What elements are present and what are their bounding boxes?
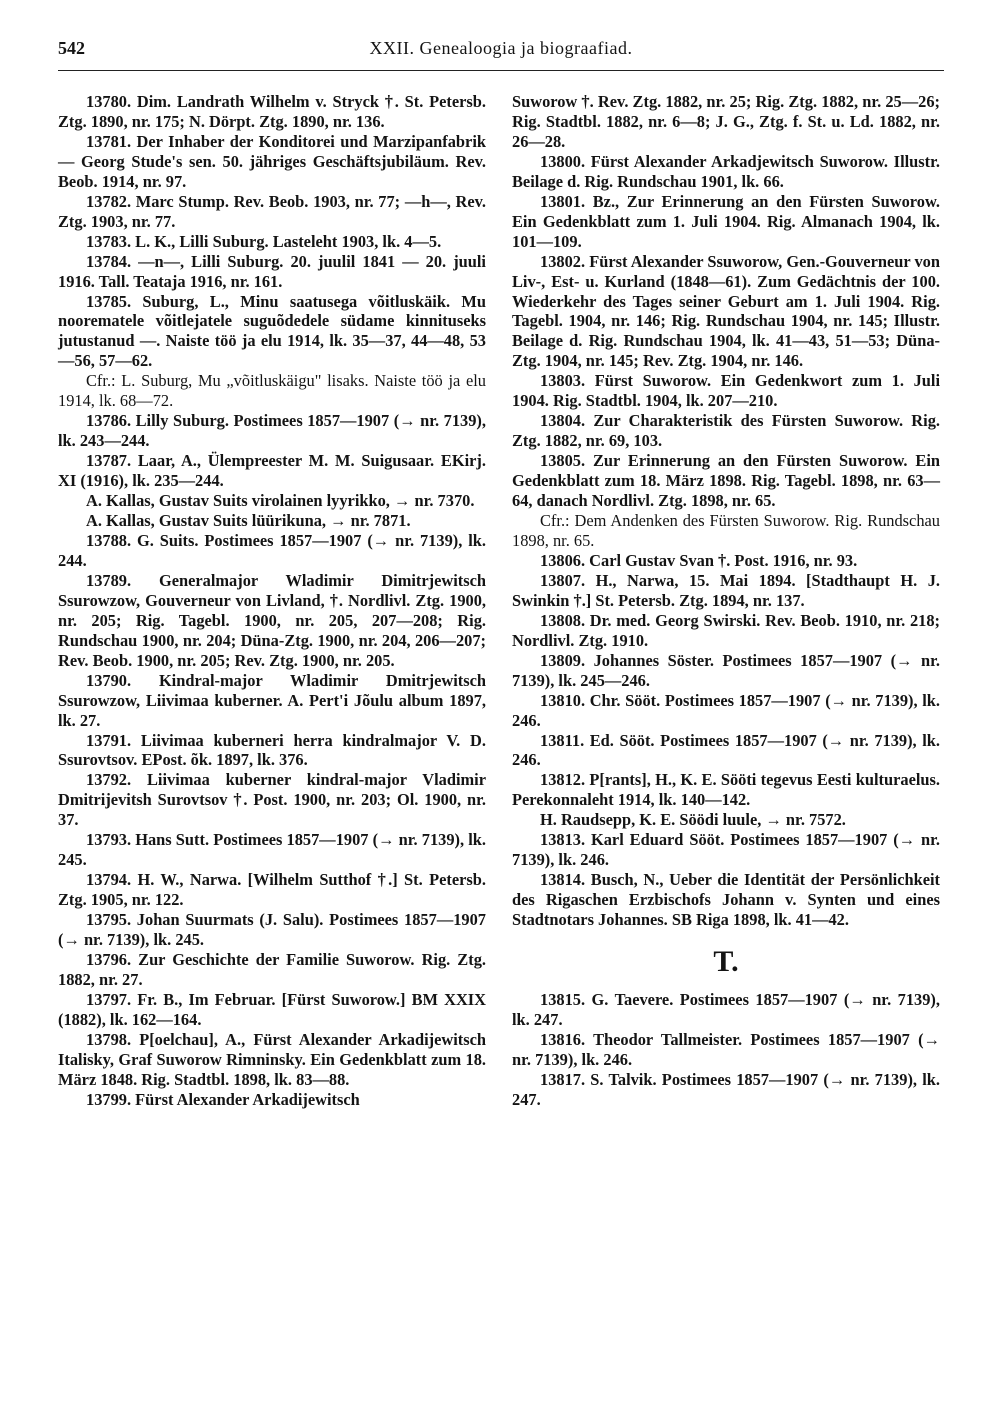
entry-13789: 13789. Generalmajor Wladimir Dimitrjewitsch Ssurowzow, Gouverneur von Livland, †. Nordlivl. Ztg. 1900, nr. 205; Rig. Tagebl. 1900, nr. 205, 207—208; Rig. Rundschau 1900, nr. 204; Düna-Ztg. 1900, nr. 204, 206—207; Rev. Beob. 1900, nr. 205; Rev. Ztg. 1900, nr. 205. bbox=[58, 570, 486, 670]
entry-13799: 13799. Fürst Alexander Arkadijewitsch bbox=[86, 1089, 360, 1109]
entry-13804: 13804. Zur Charakteristik des Fürsten Suworow. Rig. Ztg. 1882, nr. 69, 103. bbox=[512, 411, 940, 451]
entry-13805: 13805. Zur Erinnerung an den Fürsten Suworow. Ein Gedenkblatt zum 18. März 1898. Rig. Tagebl. 1898, nr. 63—64, danach Nordlivl. Ztg. 1898, nr. 65. bbox=[512, 451, 940, 511]
entry-13801: 13801. Bz., Zur Erinnerung an den Fürsten Suworow. Ein Gedenkblatt zum 1. Juli 1904. Rig. Almanach 1904, lk. 101—109. bbox=[512, 191, 940, 251]
entry-13808: 13808. Dr. med. Georg Swirski. Rev. Beob. 1910, nr. 218; Nordlivl. Ztg. 1910. bbox=[512, 610, 940, 650]
header-rule bbox=[58, 70, 944, 71]
entry-13811: 13811. Ed. Sööt. Postimees 1857—1907 (→ nr. 7139), lk. 246. bbox=[512, 730, 940, 770]
entry-raudsepp: H. Raudsepp, K. E. Söödi luule, → nr. 7572. bbox=[540, 810, 846, 830]
page-header bbox=[58, 38, 944, 74]
entry-13798: 13798. P[oelchau], A., Fürst Alexander Arkadijewitsch Italisky, Graf Suworow Rimninsky. Ein Gedenkblatt zum 18. März 1848. Rig. Stadtbl. 1898, lk. 83—88. bbox=[58, 1029, 486, 1089]
section-letter-heading: T. bbox=[713, 945, 739, 979]
entry-13782: 13782. Marc Stump. Rev. Beob. 1903, nr. 77; —h—, Rev. Ztg. 1903, nr. 77. bbox=[58, 191, 486, 231]
entry-13794: 13794. H. W., Narwa. [Wilhelm Sutthof †.] St. Petersb. Ztg. 1905, nr. 122. bbox=[58, 870, 486, 910]
entry-13800: 13800. Fürst Alexander Arkadjewitsch Suworow. Illustr. Beilage d. Rig. Rundschau 1901, lk. 66. bbox=[512, 151, 940, 191]
entry-13803: 13803. Fürst Suworow. Ein Gedenkwort zum 1. Juli 1904. Rig. Stadtbl. 1904, lk. 207—210. bbox=[512, 371, 940, 411]
entry-13814: 13814. Busch, N., Ueber die Identität der Persönlichkeit des Rigaschen Erzbischofs Johann v. Synten und eines Stadtnotars Johannes. SB Riga 1898, lk. 41—42. bbox=[512, 870, 940, 930]
entry-13783: 13783. L. K., Lilli Suburg. Lasteleht 1903, lk. 4—5. bbox=[86, 231, 442, 251]
entry-13780: 13780. Dim. Landrath Wilhelm v. Stryck †. St. Petersb. Ztg. 1890, nr. 175; N. Dörpt. Ztg. 1890, nr. 136. bbox=[58, 92, 486, 131]
entry-13787: 13787. Laar, A., Ülempreester M. M. Suigusaar. EKirj. XI (1916), lk. 235—244. bbox=[58, 451, 486, 491]
entry-13790: 13790. Kindral-major Wladimir Dmitrjewitsch Ssurowzow, Liivimaa kuberner. A. Pert'i Jõulu album 1897, lk. 27. bbox=[58, 670, 486, 730]
entry-13786: 13786. Lilly Suburg. Postimees 1857—1907 (→ nr. 7139), lk. 243—244. bbox=[58, 411, 486, 451]
entry-13792: 13792. Liivimaa kuberner kindral-major Vladimir Dmitrijevitsh Surovtsov †. Post. 1900, nr. 203; Ol. 1900, nr. 37. bbox=[58, 770, 486, 830]
cfr-note: Cfr.: L. Suburg, Mu „võitluskäigu" lisaks. Naiste töö ja elu 1914, lk. 68—72. bbox=[58, 371, 486, 411]
entry-13784: 13784. —n—, Lilli Suburg. 20. juulil 1841 — 20. juuli 1916. Tall. Teataja 1916, nr. 161. bbox=[58, 251, 486, 291]
entry-13806: 13806. Carl Gustav Svan †. Post. 1916, nr. 93. bbox=[540, 550, 858, 570]
entry-13809: 13809. Johannes Söster. Postimees 1857—1907 (→ nr. 7139), lk. 245—246. bbox=[512, 650, 940, 690]
entry-13807: 13807. H., Narwa, 15. Mai 1894. [Stadthaupt H. J. Swinkin †.] St. Petersb. Ztg. 1894, nr. 137. bbox=[512, 570, 940, 610]
left-column bbox=[58, 92, 486, 1110]
page-number: 542 bbox=[58, 38, 85, 58]
entry-13817: 13817. S. Talvik. Postimees 1857—1907 (→ nr. 7139), lk. 247. bbox=[512, 1069, 940, 1109]
running-title: XXII. Genealoogia ja biograafiad. bbox=[369, 38, 633, 58]
entry-13795: 13795. Johan Suurmats (J. Salu). Postimees 1857—1907 (→ nr. 7139), lk. 245. bbox=[58, 910, 486, 950]
entry-13799-continued: Suworow †. Rev. Ztg. 1882, nr. 25; Rig. Ztg. 1882, nr. 25—26; Rig. Stadtbl. 1882, nr. 6—8; J. G., Ztg. f. St. u. Ld. 1882, nr. 26—28. bbox=[512, 92, 940, 151]
entry-13802: 13802. Fürst Alexander Ssuworow, Gen.-Gouverneur von Liv-, Est- u. Kurland (1848—61). Zum Gedächtnis der 100. Wiederkehr des Tages seiner Geburt am 1. Juli 1904. Rig. Tagebl. 1904, nr. 146; Rig. Rundschau 1904, nr. 145; Illustr. Beilage d. Rig. Rundschau 1904, lk. 41—43, 51—53; Düna-Ztg. 1904, nr. 145; Rev. Ztg. 1904, nr. 146. bbox=[512, 251, 940, 371]
entry-kallas-virolainen: A. Kallas, Gustav Suits virolainen lyyrikko, → nr. 7370. bbox=[86, 491, 475, 511]
entry-kallas-lyyrikuna: A. Kallas, Gustav Suits lüürikuna, → nr. 7871. bbox=[86, 511, 411, 531]
entry-13815: 13815. G. Taevere. Postimees 1857—1907 (→ nr. 7139), lk. 247. bbox=[512, 990, 940, 1029]
right-column bbox=[512, 92, 940, 1110]
entry-13812: 13812. P[rants], H., K. E. Sööti tegevus Eesti kulturaelus. Perekonnaleht 1914, lk. 140—142. bbox=[512, 770, 940, 810]
entry-13796: 13796. Zur Geschichte der Familie Suworow. Rig. Ztg. 1882, nr. 27. bbox=[58, 949, 486, 989]
entry-13781: 13781. Der Inhaber der Konditorei und Marzipanfabrik — Georg Stude's sen. 50. jähriges Geschäftsjubiläum. Rev. Beob. 1914, nr. 97. bbox=[58, 131, 486, 191]
entry-13793: 13793. Hans Sutt. Postimees 1857—1907 (→ nr. 7139), lk. 245. bbox=[58, 830, 486, 870]
entry-13791: 13791. Liivimaa kuberneri herra kindralmajor V. D. Ssurovtsov. EPost. õk. 1897, lk. 376. bbox=[58, 730, 486, 770]
entry-13785: 13785. Suburg, L., Minu saatusega võitluskäik. Mu noorematele võitlejatele suguõdedele südame kinnituseks jutustanud —. Naiste töö ja elu 1914, lk. 35—37, 44—48, 53—56, 57—62. bbox=[58, 291, 486, 371]
entry-13810: 13810. Chr. Sööt. Postimees 1857—1907 (→ nr. 7139), lk. 246. bbox=[512, 690, 940, 730]
entry-13816: 13816. Theodor Tallmeister. Postimees 1857—1907 (→ nr. 7139), lk. 246. bbox=[512, 1029, 940, 1069]
entry-13788: 13788. G. Suits. Postimees 1857—1907 (→ nr. 7139), lk. 244. bbox=[58, 530, 486, 570]
entry-13813: 13813. Karl Eduard Sööt. Postimees 1857—1907 (→ nr. 7139), lk. 246. bbox=[512, 830, 940, 870]
cfr-note: Cfr.: Dem Andenken des Fürsten Suworow. Rig. Rundschau 1898, nr. 65. bbox=[512, 511, 940, 550]
entry-13797: 13797. Fr. B., Im Februar. [Fürst Suworow.] BM XXIX (1882), lk. 162—164. bbox=[58, 989, 486, 1029]
